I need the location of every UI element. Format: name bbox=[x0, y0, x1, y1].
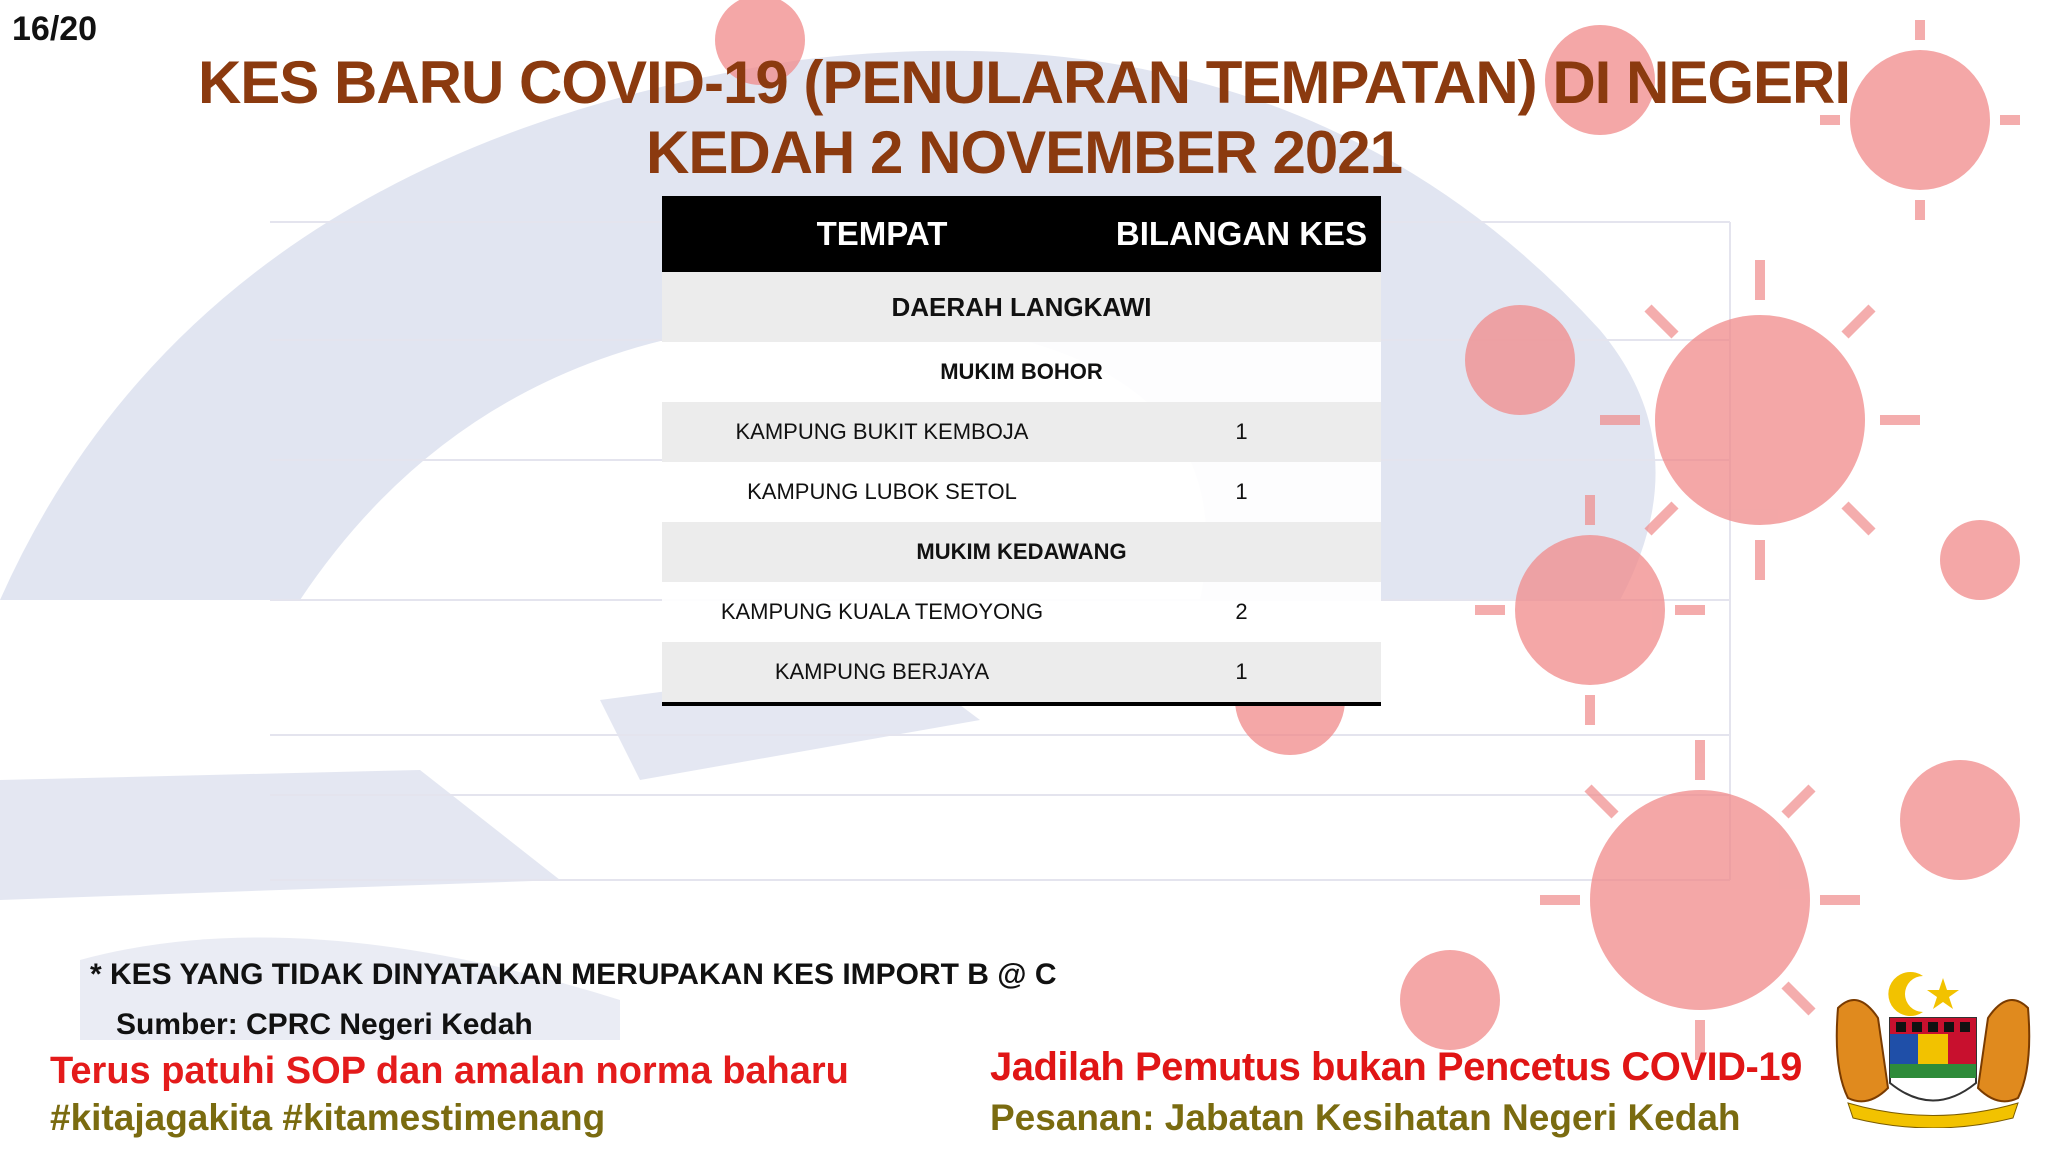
footnote: * KES YANG TIDAK DINYATAKAN MERUPAKAN KES IMPORT B @ C bbox=[90, 958, 1057, 991]
cell-count: 1 bbox=[1235, 479, 1248, 504]
malaysia-coat-of-arms-icon bbox=[1828, 968, 2038, 1128]
source-text: Sumber: CPRC Negeri Kedah bbox=[116, 1008, 533, 1041]
district-label: DAERAH LANGKAWI bbox=[891, 291, 1152, 322]
title-line-1: KES BARU COVID-19 (PENULARAN TEMPATAN) DI NEGERI bbox=[197, 49, 1851, 116]
cell-place: KAMPUNG BERJAYA bbox=[774, 659, 990, 684]
page-number: 16/20 bbox=[12, 10, 98, 48]
cases-table bbox=[662, 196, 1381, 706]
table-row bbox=[662, 582, 1381, 642]
cell-place: KAMPUNG LUBOK SETOL bbox=[747, 479, 1017, 504]
slogan-text: Terus patuhi SOP dan amalan norma baharu bbox=[50, 1050, 849, 1092]
mukim-row bbox=[662, 522, 1381, 582]
header-place: TEMPAT bbox=[816, 215, 948, 252]
cell-count: 1 bbox=[1235, 419, 1248, 444]
cell-count: 1 bbox=[1235, 659, 1248, 684]
cell-place: KAMPUNG KUALA TEMOYONG bbox=[720, 599, 1044, 624]
table-row bbox=[662, 402, 1381, 462]
cell-place: KAMPUNG BUKIT KEMBOJA bbox=[735, 419, 1029, 444]
header-count: BILANGAN KES bbox=[1115, 215, 1368, 252]
mukim-row bbox=[662, 342, 1381, 402]
table-row bbox=[662, 642, 1381, 706]
mukim-label: MUKIM BOHOR bbox=[940, 359, 1103, 384]
title-line-2: KEDAH 2 NOVEMBER 2021 bbox=[646, 119, 1402, 186]
message-text: Pesanan: Jabatan Kesihatan Negeri Kedah bbox=[990, 1097, 1741, 1138]
district-row bbox=[662, 272, 1381, 342]
mukim-label: MUKIM KEDAWANG bbox=[916, 539, 1127, 564]
cell-count: 2 bbox=[1235, 599, 1248, 624]
campaign-text: Jadilah Pemutus bukan Pencetus COVID-19 bbox=[990, 1045, 1802, 1089]
hashtags-text: #kitajagakita #kitamestimenang bbox=[50, 1097, 606, 1138]
page-title bbox=[0, 48, 2048, 188]
table-row bbox=[662, 462, 1381, 522]
table-header bbox=[662, 196, 1381, 272]
